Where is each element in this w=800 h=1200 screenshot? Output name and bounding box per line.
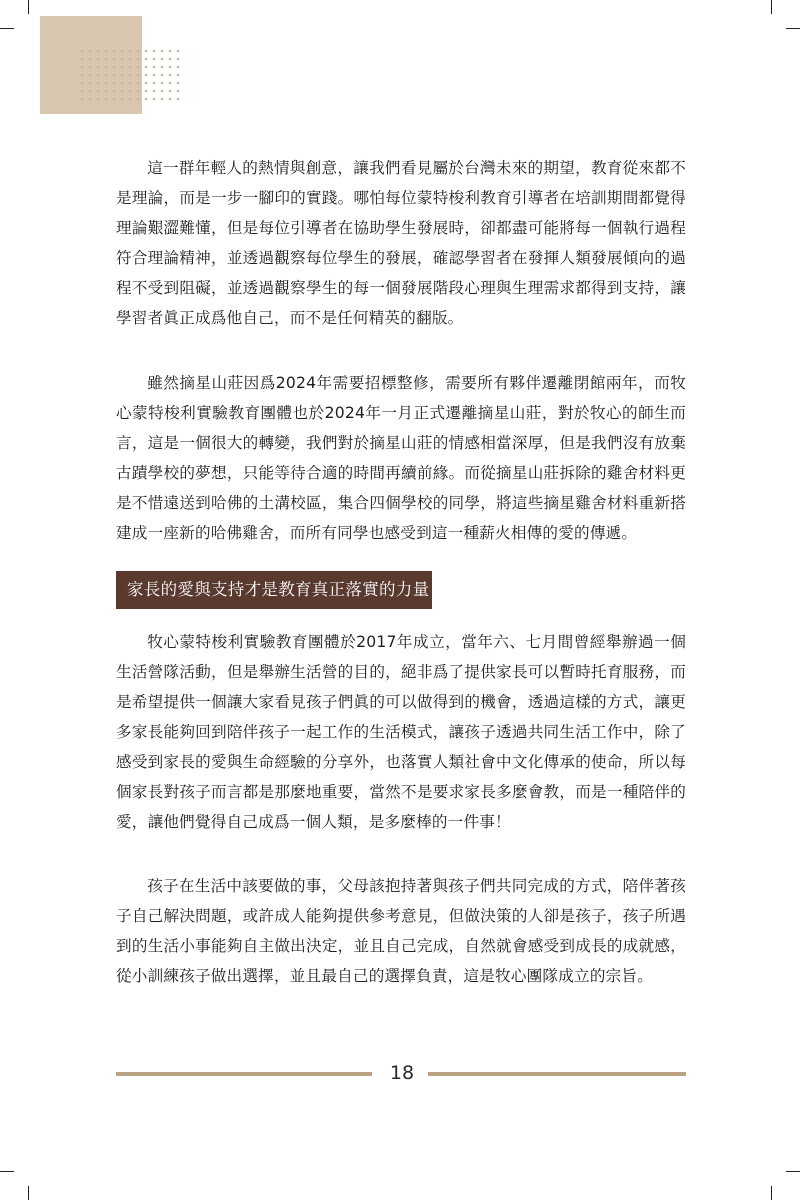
crop-mark-bottom-left-v	[28, 1186, 29, 1200]
paragraph-3: 牧心蒙特梭利實驗教育團體於2017年成立，當年六、七月間曾經舉辦過一個生活營隊活動，但是舉辦生活營的目的，絕非爲了提供家長可以暫時托育服務，而是希望提供一個讓大家看見孩子們眞的可以做得到的機會，透過這樣的方式，讓更多家長能夠回到陪伴孩子一起工作的生活模式，讓孩子透過共同生活工作中，除了感受到家長的愛與生命經驗的分享外，也落實人類社會中文化傳承的使命，所以每個家長對孩子而言都是那麼地重要，當然不是要求家長多麼會教，而是一種陪伴的愛，讓他們覺得自己成爲一個人類，是多麼棒的一件事！	[116, 633, 686, 831]
page-number: 18	[389, 1062, 415, 1084]
paragraph-2: 雖然摘星山莊因爲2024年需要招標整修，需要所有夥伴遷離閉館兩年，而牧心蒙特梭利實驗教育團體也於2024年一月正式遷離摘星山莊，對於牧心的師生而言，這是一個很大的轉變，我們對於摘星山莊的情感相當深厚，但是我們沒有放棄古蹟學校的夢想，只能等待合適的時間再續前緣。而從摘星山莊拆除的雞舍材料更是不惜遠送到哈佛的土溝校區，集合四個學校的同學，將這些摘星雞舍材料重新搭建成一座新的哈佛雞舍，而所有同學也感受到這一種薪火相傳的愛的傳遞。	[116, 374, 686, 542]
crop-mark-bottom-right	[786, 1171, 800, 1172]
crop-mark-top-left-v	[28, 0, 29, 14]
footer-rule-right	[428, 1072, 686, 1076]
paragraph-4: 孩子在生活中該要做的事，父母該抱持著與孩子們共同完成的方式，陪伴著孩子自己解決問題，或許成人能夠提供參考意見，但做決策的人卻是孩子，孩子所遇到的生活小事能夠自主做出決定，並且自己完成，自然就會感受到成長的成就感，從小訓練孩子做出選擇，並且最自己的選擇負責，這是牧心團隊成立的宗旨。	[116, 877, 686, 985]
crop-mark-bottom-left	[0, 1171, 14, 1172]
paragraph-1: 這一群年輕人的熱情與創意，讓我們看見屬於台灣未來的期望，教育從來都不是理論，而是一步一腳印的實踐。哪怕每位蒙特梭利教育引導者在培訓期間都覺得理論艱澀難懂，但是每位引導者在協助學生發展時，卻都盡可能將每一個執行過程符合理論精神，並透過觀察每位學生的發展，確認學習者在發揮人類發展傾向的過程不受到阻礙，並透過觀察學生的每一個發展階段心理與生理需求都得到支持，讓學習者眞正成爲他自己，而不是任何精英的翻版。	[116, 159, 686, 327]
section-heading: 家長的愛與支持才是教育真正落實的力量	[116, 571, 432, 609]
crop-mark-top-left	[0, 28, 14, 29]
crop-mark-top-right-v	[771, 0, 772, 14]
crop-mark-top-right	[786, 28, 800, 29]
decorative-dot-grid	[78, 47, 180, 103]
crop-mark-bottom-right-v	[771, 1186, 772, 1200]
footer-rule-left	[116, 1072, 372, 1076]
